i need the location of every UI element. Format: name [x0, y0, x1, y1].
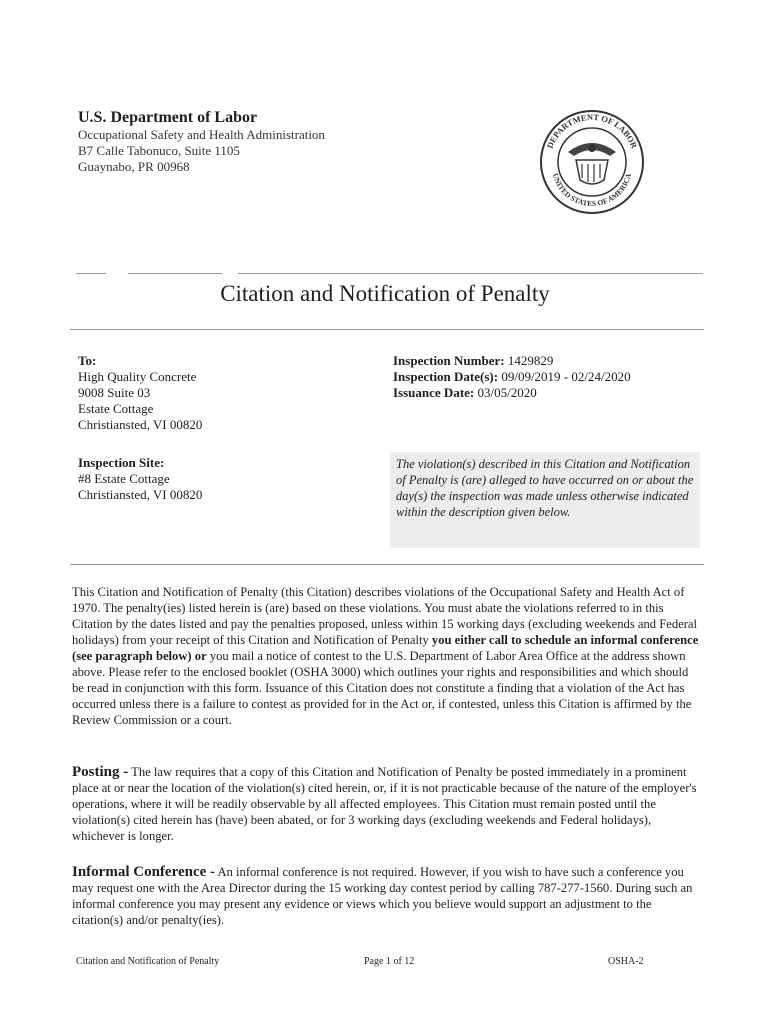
divider: [70, 564, 704, 565]
footer-page-number: Page 1 of 12: [364, 956, 415, 967]
agency-address-line2: Guaynabo, PR 00968: [78, 159, 190, 174]
inspection-site-line: Christiansted, VI 00820: [78, 487, 203, 502]
inspection-site-line: #8 Estate Cottage: [78, 471, 170, 486]
agency-header: [78, 108, 458, 175]
department-seal-icon: [538, 108, 646, 216]
issuance-date-row: [393, 385, 723, 401]
inspection-dates-label: Inspection Date(s):: [393, 369, 499, 384]
posting-text: The law requires that a copy of this Citation and Notification of Penalty be posted immediately in a prominent place at or near the location of the violation(s) cited herein, or, if it is not practicable because of the nature of the employer's operations, where it will be readily observable by all affected employees. This Citation must remain posted until the violation(s) cited herein has (have) been abated, or for 3 working days (excluding weekends and Federal holidays), whichever is longer.: [72, 765, 697, 843]
footer-left: Citation and Notification of Penalty: [76, 956, 220, 967]
citation-text-bold: you either call to schedule an informal conference (see paragraph below) or: [72, 633, 699, 663]
page-title: Citation and Notification of Penalty: [220, 281, 550, 306]
seal-text-bottom: UNITED STATES OF AMERICA: [550, 172, 634, 209]
citation-text-part2: you mail a notice of contest to the U.S. Department of Labor Area Office at the address shown above. Please refer to the enclosed booklet (OSHA 3000) which outlines your rights and responsibilities and which should be read in conjunction with this form. Issuance of this Citation does not constitute a finding that a violation of the Act has occurred unless there is a failure to contest as provided for in the Act or, if contested, unless this Citation is affirmed by the Review Commission or a court.: [72, 649, 692, 727]
department-name: U.S. Department of Labor: [78, 109, 258, 126]
recipient-block: [78, 353, 378, 433]
inspection-number: 1429829: [507, 353, 554, 368]
divider: [76, 273, 106, 274]
recipient-line: Christiansted, VI 00820: [78, 417, 203, 432]
footer-form-id: OSHA-2: [608, 956, 644, 967]
inspection-site-block: [78, 455, 378, 503]
issuance-date-label: Issuance Date:: [393, 385, 475, 400]
seal-text-top: DEPARTMENT OF LABOR: [544, 111, 640, 150]
inspection-dates: 09/09/2019 - 02/24/2020: [501, 369, 631, 384]
divider: [128, 273, 222, 274]
recipient-label: To:: [78, 353, 97, 368]
recipient-line: Estate Cottage: [78, 401, 154, 416]
citation-paragraph: [72, 584, 700, 728]
issuance-date: 03/05/2020: [477, 385, 537, 400]
divider: [70, 329, 704, 330]
administration-name: Occupational Safety and Health Administration: [78, 127, 325, 142]
informal-conference-text: An informal conference is not required. However, if you wish to have such a conference you may request one with the Area Director during the 15 working day contest period by calling 787-277-1560. During such an informal conference you may present any evidence or views which you believe would support an adjustment to the citation(s) and/or penalty(ies).: [72, 865, 693, 927]
divider: [238, 273, 703, 274]
citation-text-part1: This Citation and Notification of Penalty (this Citation) describes violations of the Occupational Safety and Health Act of 1970. The penalty(ies) listed herein is (are) based on these violations. You must abate the violations referred to in this Citation by the dates listed and pay the penalties proposed, unless within 15 working days (excluding weekends and Federal holidays) from your receipt of this Citation and Notification of Penalty: [72, 585, 698, 647]
violation-note: The violation(s) described in this Citation and Notification of Penalty is (are) alleged to have occurred on or about the day(s) the inspection was made unless otherwise indicated within the description given below.: [390, 452, 700, 548]
recipient-line: High Quality Concrete: [78, 369, 197, 384]
informal-conference-heading: Informal Conference -: [72, 864, 216, 880]
inspection-number-row: [393, 353, 723, 369]
inspection-dates-row: [393, 369, 723, 385]
svg-text:UNITED STATES OF AMERICA: [551, 172, 634, 208]
informal-conference-paragraph: [72, 864, 700, 928]
inspection-number-label: Inspection Number:: [393, 353, 505, 368]
recipient-line: 9008 Suite 03: [78, 385, 151, 400]
posting-heading: Posting -: [72, 764, 129, 780]
inspection-site-label: Inspection Site:: [78, 455, 165, 470]
inspection-info: [393, 353, 723, 401]
posting-paragraph: [72, 764, 700, 844]
agency-address-line1: B7 Calle Tabonuco, Suite 1105: [78, 143, 240, 158]
